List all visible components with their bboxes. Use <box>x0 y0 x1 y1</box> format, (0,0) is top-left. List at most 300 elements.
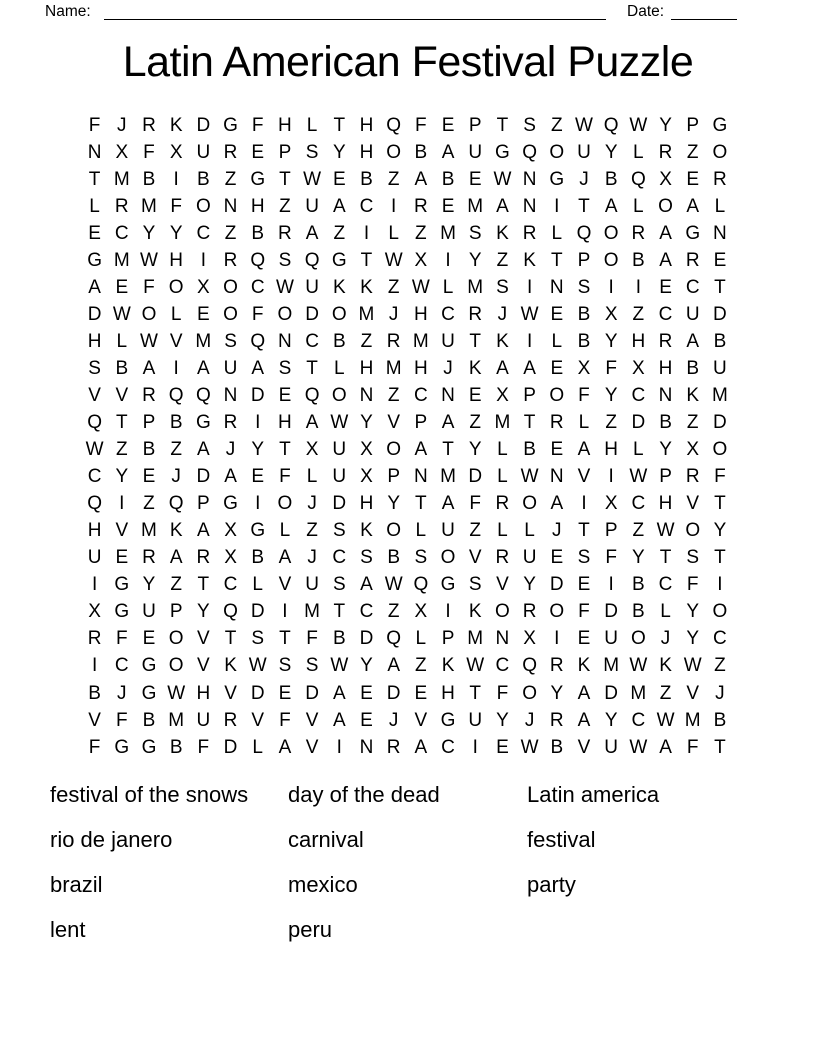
grid-letter: Y <box>632 547 645 569</box>
grid-letter: K <box>468 357 482 379</box>
grid-letter: E <box>441 114 455 136</box>
grid-letter: E <box>332 168 346 190</box>
grid-letter: C <box>441 303 455 325</box>
grid-letter: T <box>88 168 101 190</box>
grid-letter: Q <box>522 655 537 677</box>
grid-letter: R <box>114 195 129 217</box>
grid-letter: L <box>633 195 644 217</box>
grid-letter: A <box>360 574 373 596</box>
grid-letter: R <box>549 655 564 677</box>
grid-letter: A <box>251 357 265 379</box>
grid-letter: W <box>303 168 322 190</box>
grid-letter: E <box>686 168 700 190</box>
grid-letter: V <box>305 736 319 758</box>
grid-letter: J <box>388 709 399 731</box>
grid-letter: R <box>223 412 238 434</box>
grid-letter: Y <box>360 655 373 677</box>
grid-letter: B <box>523 439 536 461</box>
grid-letter: Q <box>304 384 320 406</box>
grid-letter: W <box>520 303 539 325</box>
grid-letter: T <box>469 682 482 704</box>
grid-letter: N <box>278 330 292 352</box>
grid-letter: O <box>549 601 565 623</box>
grid-letter: E <box>496 736 509 758</box>
grid-letter: H <box>604 439 619 461</box>
grid-letter: I <box>282 601 288 623</box>
grid-letter: W <box>248 655 267 677</box>
grid-letter: K <box>686 384 700 406</box>
grid-letter: V <box>88 384 101 406</box>
grid-letter: M <box>141 520 157 542</box>
grid-letter: T <box>224 628 237 650</box>
grid-letter: A <box>197 357 210 379</box>
grid-letter: X <box>659 168 672 190</box>
grid-letter: B <box>550 736 564 758</box>
grid-letter: A <box>278 736 292 758</box>
grid-letter: L <box>415 628 427 650</box>
grid-letter: Y <box>686 601 700 623</box>
grid-letter: N <box>413 466 428 488</box>
grid-letter: S <box>686 547 700 569</box>
grid-letter: B <box>659 412 672 434</box>
grid-letter: K <box>169 114 183 136</box>
grid-letter: R <box>685 466 700 488</box>
grid-letter: P <box>441 628 455 650</box>
grid-letter: P <box>197 493 210 515</box>
grid-letter: A <box>550 493 564 515</box>
grid-letter: C <box>87 466 102 488</box>
grid-letter: M <box>440 222 456 244</box>
grid-letter: G <box>685 222 701 244</box>
grid-letter: A <box>88 276 101 298</box>
grid-letter: U <box>441 330 455 352</box>
grid-letter: U <box>468 141 483 163</box>
grid-letter: G <box>141 736 157 758</box>
grid-letter: O <box>658 195 673 217</box>
grid-letter: C <box>359 195 374 217</box>
grid-letter: H <box>413 303 428 325</box>
grid-letter: C <box>413 384 428 406</box>
grid-letter: Q <box>386 628 402 650</box>
grid-letter: S <box>278 249 292 271</box>
grid-letter: O <box>712 439 728 461</box>
grid-letter: U <box>305 276 319 298</box>
grid-letter: R <box>658 330 673 352</box>
grid-letter: A <box>577 682 591 704</box>
grid-letter: A <box>332 195 346 217</box>
grid-letter: F <box>279 709 291 731</box>
grid-letter: L <box>252 736 263 758</box>
grid-letter: I <box>554 195 560 217</box>
grid-letter: X <box>686 439 700 461</box>
grid-letter: A <box>278 547 292 569</box>
grid-letter: L <box>660 601 671 623</box>
grid-letter: H <box>250 195 265 217</box>
grid-letter: T <box>442 439 454 461</box>
grid-letter: I <box>581 493 587 515</box>
grid-letter: R <box>713 168 727 190</box>
grid-letter: A <box>305 412 319 434</box>
grid-letter: A <box>659 249 672 271</box>
grid-letter: G <box>712 114 728 136</box>
grid-letter: P <box>169 601 183 623</box>
grid-letter: O <box>386 141 402 163</box>
letter-grid <box>81 112 734 761</box>
grid-letter: P <box>142 412 156 434</box>
grid-letter: M <box>141 195 157 217</box>
grid-letter: O <box>603 249 619 271</box>
grid-letter: Z <box>360 330 373 352</box>
grid-letter: Z <box>170 439 182 461</box>
grid-letter: L <box>714 195 726 217</box>
grid-letter: T <box>714 493 726 515</box>
grid-letter: X <box>414 601 428 623</box>
grid-letter: M <box>467 195 484 217</box>
grid-letter: J <box>171 466 181 488</box>
grid-letter: A <box>523 357 536 379</box>
grid-letter: I <box>526 330 533 352</box>
grid-letter: F <box>143 141 155 163</box>
grid-letter: T <box>659 547 672 569</box>
grid-letter: S <box>332 520 346 542</box>
grid-letter: O <box>141 303 157 325</box>
grid-letter: C <box>305 330 319 352</box>
grid-letter: J <box>552 520 562 542</box>
grid-letter: U <box>332 439 347 461</box>
grid-letter: N <box>713 222 727 244</box>
grid-letter: L <box>306 114 318 136</box>
grid-letter: V <box>115 520 129 542</box>
grid-letter: M <box>494 412 511 434</box>
grid-letter: Z <box>632 303 645 325</box>
grid-letter: E <box>550 547 564 569</box>
grid-letter: E <box>360 709 373 731</box>
grid-letter: Q <box>250 330 266 352</box>
grid-letter: J <box>579 168 589 190</box>
grid-letter: Z <box>605 412 617 434</box>
grid-letter: D <box>549 574 564 596</box>
grid-letter: Q <box>413 574 429 596</box>
grid-letter: O <box>195 195 211 217</box>
grid-letter: I <box>472 736 478 758</box>
grid-letter: U <box>332 466 347 488</box>
grid-letter: B <box>632 249 645 271</box>
grid-letter: A <box>142 357 156 379</box>
grid-letter: V <box>278 574 292 596</box>
grid-letter: Y <box>468 439 482 461</box>
grid-letter: Y <box>550 682 564 704</box>
grid-letter: D <box>631 412 646 434</box>
grid-letter: T <box>550 249 563 271</box>
grid-letter: Y <box>360 412 373 434</box>
grid-letter: H <box>631 330 646 352</box>
grid-letter: I <box>200 249 206 271</box>
grid-letter: P <box>523 384 536 406</box>
grid-letter: S <box>278 357 292 379</box>
word-bank-item: brazil <box>50 872 103 897</box>
grid-letter: W <box>330 412 349 434</box>
grid-letter: Z <box>224 168 237 190</box>
grid-letter: Q <box>304 249 320 271</box>
grid-letter: O <box>331 303 347 325</box>
grid-letter: F <box>686 574 699 596</box>
grid-letter: V <box>115 384 129 406</box>
grid-letter: U <box>196 709 211 731</box>
grid-letter: K <box>224 655 237 677</box>
grid-letter: R <box>522 601 537 623</box>
grid-letter: N <box>549 276 564 298</box>
grid-letter: C <box>223 574 238 596</box>
grid-letter: U <box>142 601 156 623</box>
grid-letter: N <box>658 384 673 406</box>
grid-letter: R <box>223 249 238 271</box>
grid-letter: S <box>278 655 292 677</box>
grid-letter: B <box>713 330 727 352</box>
grid-letter: M <box>304 601 320 623</box>
grid-letter: O <box>168 276 184 298</box>
grid-letter: C <box>631 709 646 731</box>
grid-letter: R <box>549 709 564 731</box>
grid-letter: M <box>684 709 701 731</box>
grid-letter: G <box>250 520 266 542</box>
grid-letter: W <box>656 520 675 542</box>
grid-letter: G <box>440 574 456 596</box>
grid-letter: U <box>522 547 537 569</box>
grid-letter: U <box>196 141 211 163</box>
grid-letter: B <box>713 709 727 731</box>
grid-letter: Z <box>686 412 699 434</box>
grid-letter: C <box>196 222 211 244</box>
grid-letter: G <box>195 412 211 434</box>
grid-letter: M <box>467 628 484 650</box>
grid-letter: N <box>223 195 238 217</box>
grid-letter: G <box>141 682 157 704</box>
grid-letter: T <box>306 357 318 379</box>
grid-letter: E <box>360 682 373 704</box>
grid-letter: A <box>169 547 183 569</box>
grid-letter: C <box>114 222 129 244</box>
grid-letter: D <box>250 682 265 704</box>
grid-letter: F <box>306 628 318 650</box>
grid-letter: L <box>252 574 263 596</box>
grid-letter: D <box>87 303 102 325</box>
grid-letter: W <box>683 655 702 677</box>
grid-letter: Z <box>306 520 318 542</box>
grid-letter: U <box>577 141 591 163</box>
grid-letter: Q <box>522 141 537 163</box>
grid-letter: V <box>305 709 319 731</box>
grid-letter: I <box>445 601 451 623</box>
grid-letter: E <box>142 466 156 488</box>
grid-letter: I <box>363 222 370 244</box>
grid-letter: Q <box>168 384 184 406</box>
grid-letter: A <box>197 439 210 461</box>
grid-letter: F <box>115 628 128 650</box>
grid-letter: A <box>577 439 591 461</box>
grid-letter: Y <box>523 574 536 596</box>
grid-letter: O <box>168 655 184 677</box>
grid-letter: S <box>224 330 237 352</box>
word-bank-item: Latin america <box>527 782 660 807</box>
grid-letter: E <box>468 168 482 190</box>
grid-letter: Y <box>142 574 156 596</box>
grid-letter: W <box>629 655 648 677</box>
grid-letter: P <box>604 520 618 542</box>
word-bank-column-1 <box>50 780 248 960</box>
grid-letter: D <box>359 628 374 650</box>
grid-letter: R <box>278 222 292 244</box>
grid-letter: R <box>196 547 211 569</box>
grid-letter: D <box>305 682 319 704</box>
grid-letter: Y <box>659 439 672 461</box>
grid-letter: Z <box>415 655 427 677</box>
grid-letter: F <box>88 114 101 136</box>
grid-letter: K <box>169 520 183 542</box>
grid-letter: V <box>197 628 210 650</box>
puzzle-title: Latin American Festival Puzzle <box>122 38 694 86</box>
grid-letter: K <box>496 222 509 244</box>
grid-letter: M <box>412 330 429 352</box>
grid-letter: W <box>629 114 648 136</box>
grid-letter: L <box>442 276 454 298</box>
grid-letter: E <box>550 303 564 325</box>
grid-letter: E <box>577 628 591 650</box>
grid-letter: A <box>414 736 428 758</box>
grid-letter: M <box>630 682 647 704</box>
grid-letter: U <box>87 547 102 569</box>
grid-letter: Z <box>387 384 400 406</box>
grid-letter: F <box>686 736 699 758</box>
grid-letter: F <box>496 682 509 704</box>
grid-letter: L <box>89 195 100 217</box>
grid-letter: B <box>686 357 700 379</box>
grid-letter: Z <box>143 493 155 515</box>
grid-letter: B <box>577 330 591 352</box>
grid-letter: B <box>169 736 183 758</box>
grid-letter: A <box>305 222 319 244</box>
grid-letter: F <box>251 114 264 136</box>
grid-letter: X <box>360 439 373 461</box>
grid-letter: B <box>332 330 346 352</box>
grid-letter: G <box>114 601 130 623</box>
grid-letter: D <box>250 601 265 623</box>
grid-letter: F <box>605 547 617 569</box>
word-bank-item: mexico <box>288 872 358 897</box>
word-bank-item: festival <box>527 827 596 852</box>
grid-letter: Y <box>496 709 509 731</box>
grid-letter: I <box>173 357 179 379</box>
grid-letter: R <box>87 628 102 650</box>
grid-letter: V <box>686 493 700 515</box>
grid-letter: A <box>577 709 591 731</box>
grid-letter: P <box>468 114 482 136</box>
grid-letter: L <box>497 520 508 542</box>
grid-letter: B <box>441 168 455 190</box>
grid-letter: R <box>495 547 510 569</box>
grid-letter: O <box>168 628 184 650</box>
grid-letter: M <box>113 249 130 271</box>
grid-letter: J <box>225 439 236 461</box>
grid-letter: D <box>604 601 619 623</box>
grid-letter: D <box>386 682 401 704</box>
grid-letter: J <box>388 303 399 325</box>
grid-letter: W <box>140 330 158 352</box>
grid-letter: N <box>441 384 455 406</box>
grid-letter: B <box>251 547 265 569</box>
grid-letter: L <box>333 357 345 379</box>
date-label: Date: <box>627 3 665 20</box>
grid-letter: F <box>88 736 101 758</box>
grid-letter: T <box>578 520 590 542</box>
grid-letter: E <box>550 357 564 379</box>
grid-letter: L <box>551 222 563 244</box>
grid-letter: M <box>195 330 212 352</box>
grid-letter: Q <box>630 168 646 190</box>
grid-letter: R <box>142 114 156 136</box>
grid-letter: I <box>391 195 397 217</box>
grid-letter: Z <box>279 195 291 217</box>
grid-letter: D <box>713 412 727 434</box>
grid-letter: T <box>496 114 509 136</box>
grid-letter: X <box>88 601 101 623</box>
grid-letter: A <box>441 412 455 434</box>
grid-letter: T <box>115 412 128 434</box>
grid-letter: F <box>197 736 210 758</box>
grid-letter: Q <box>386 114 402 136</box>
grid-letter: B <box>577 303 591 325</box>
word-bank-item: peru <box>288 917 333 942</box>
grid-letter: I <box>554 628 560 650</box>
grid-letter: R <box>522 222 537 244</box>
grid-letter: W <box>330 655 349 677</box>
grid-letter: I <box>336 736 342 758</box>
grid-letter: C <box>250 276 265 298</box>
grid-letter: W <box>112 303 131 325</box>
grid-letter: W <box>629 466 648 488</box>
grid-letter: S <box>577 276 591 298</box>
grid-letter: S <box>496 276 509 298</box>
grid-letter: M <box>440 466 456 488</box>
grid-letter: F <box>115 709 128 731</box>
grid-letter: U <box>468 709 483 731</box>
grid-letter: A <box>224 466 237 488</box>
grid-letter: Y <box>604 384 618 406</box>
grid-letter: T <box>714 276 726 298</box>
grid-letter: Z <box>714 655 726 677</box>
grid-letter: J <box>660 628 671 650</box>
grid-letter: V <box>251 709 265 731</box>
grid-letter: Z <box>115 439 128 461</box>
grid-letter: F <box>170 195 182 217</box>
grid-letter: R <box>386 736 401 758</box>
grid-letter: I <box>445 249 451 271</box>
grid-letter: H <box>441 682 455 704</box>
grid-letter: M <box>358 303 375 325</box>
grid-letter: H <box>87 520 102 542</box>
grid-letter: F <box>279 466 291 488</box>
grid-letter: H <box>658 357 673 379</box>
grid-letter: O <box>495 601 510 623</box>
grid-letter: W <box>85 439 104 461</box>
grid-letter: D <box>250 384 265 406</box>
grid-letter: K <box>441 655 455 677</box>
grid-letter: S <box>414 547 428 569</box>
grid-letter: U <box>713 357 727 379</box>
grid-letter: V <box>577 736 591 758</box>
grid-letter: G <box>141 655 157 677</box>
grid-letter: N <box>87 141 102 163</box>
grid-letter: S <box>468 574 482 596</box>
